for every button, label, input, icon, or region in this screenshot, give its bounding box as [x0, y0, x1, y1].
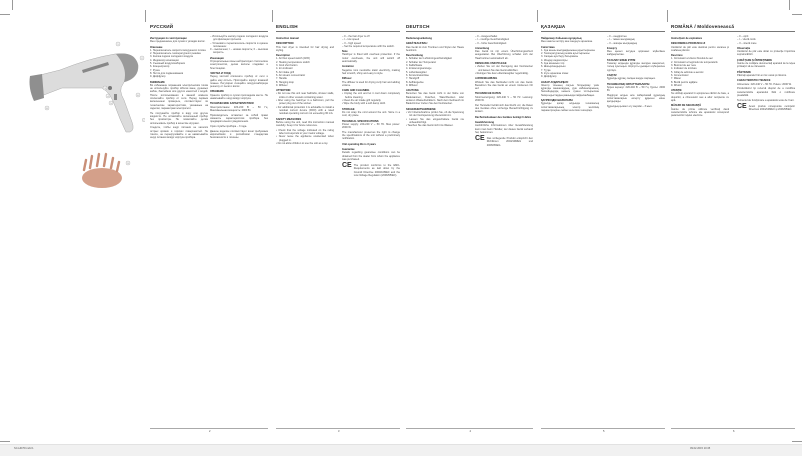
- crop-mark: [667, 10, 668, 22]
- list-item: 8. Hanging loop: [276, 80, 294, 84]
- section-heading: Descriere: [671, 54, 683, 58]
- section-heading: PĂSTRARE: [737, 70, 752, 74]
- section-heading: SAFETY MEASURES: [276, 117, 302, 121]
- paragraph: Do not wrap the cord around the unit. Store in a cool, dry place.: [342, 110, 400, 118]
- list-item: 9. Diffuser: [276, 83, 288, 87]
- list-item: – II – viteză mare: [737, 41, 757, 45]
- page-title: РУССКИЙ: [150, 24, 174, 29]
- page-number: 6: [733, 430, 735, 433]
- section-heading: Beschreibung: [406, 54, 423, 58]
- list-item: • Ziehen Sie vor der Reinigung den Netzstecker und lassen Sie das Gerät abkühlen.: [475, 65, 533, 72]
- list-item: – 0 – сөндірілген: [607, 35, 627, 38]
- paragraph: Benutzen Sie das Gerät nicht in der Nähe von Badewannen, Duschen, Waschbecken oder anderen Wasserbehältern. Nach dem Gebrauch im Badezimmer ziehen Sie den Netzstecker.: [406, 92, 464, 106]
- paragraph: Өндіруші алдын ала хабарламай құралдың сипаттамаларын өзгерту құқығын өзіне қалдырады.: [607, 93, 665, 104]
- list-item: 3. Cool shot button: [276, 64, 298, 68]
- page-number: 3: [338, 430, 340, 433]
- paragraph: Храните прибор в сухом прохладном месте. Не наматывайте шнур вокруг корпуса.: [210, 93, 268, 101]
- section-heading: ATTENTION: [276, 89, 291, 93]
- section-heading: STORAGE: [342, 107, 355, 111]
- paragraph: Фен шашты кептіру мен сәндеуге арналған.: [541, 40, 593, 44]
- paragraph: Before using the unit, read this instruction manual carefully. Keep it for future reference.: [276, 120, 334, 128]
- list-item: – Используйте кнопку подачи холодного воздуха для фиксации прически.: [210, 35, 268, 42]
- list-item: • Reinigen Sie das Lufteinlassgitter regelmäßig.: [475, 71, 529, 75]
- list-item: 7. Тұтқа: [541, 68, 551, 72]
- list-item: 8. Aufhängeöse: [406, 80, 424, 84]
- section-heading: Die Betriebsdauer des Gerätes beträgt 3 Jahre: [475, 115, 532, 119]
- paragraph: Uscătorul de păr este dotat cu protecţie împotriva supraîncălzirii.: [737, 50, 795, 57]
- list-item: – Set the required temperature with the switch.: [342, 44, 395, 48]
- list-item: 4. Индикатор ионизации: [150, 58, 179, 62]
- slug-file-name: SC-HD70I.indd 1: [14, 447, 34, 450]
- crop-mark: [0, 14, 10, 15]
- list-item: 1. Переключатель скорости воздушного потока: [150, 48, 206, 52]
- section-heading: ВНИМАНИЕ: [150, 80, 165, 84]
- section-heading: MĂSURI DE SIGURANŢĂ: [671, 104, 702, 108]
- section-heading: Gewährleistung: [475, 120, 495, 124]
- list-item: 7. Mâner: [671, 77, 682, 81]
- ce-compliance-note: [475, 137, 533, 147]
- hair-dryer-body: [30, 53, 139, 132]
- list-item: 7. Handle: [276, 77, 287, 81]
- paragraph: Электропитание: 220-240 В ~ 50 Гц. Максимальная мощность: 2000 Вт.: [210, 105, 268, 112]
- hair-dryer-illustration: [20, 40, 145, 200]
- section-heading: Описание: [150, 45, 163, 49]
- list-item: • Wipe the body with a soft damp cloth.: [342, 102, 386, 106]
- paragraph: Producătorul îşi rezervă dreptul de a modifica caracteristicile aparatului fără o notificare prealabilă.: [737, 87, 795, 97]
- header-rule: [671, 31, 795, 32]
- ce-mark-icon: CE: [737, 102, 747, 110]
- paragraph: Қорек кернеуі: 220-240 В ~ 50 Гц. Қуаты: 2000 Вт.: [607, 85, 665, 93]
- ce-mark-icon: CE: [342, 162, 352, 170]
- list-item: 1. Ауа ағыны жылдамдығының ауыстырғышы: [541, 48, 595, 52]
- paragraph: The diffuser is used for drying curly hair and adding volume.: [342, 80, 400, 87]
- text-column: [342, 35, 400, 177]
- list-item: • Never leave the appliance unattended when plugged in.: [276, 135, 334, 142]
- paragraph: Электр тоғының соғуын болдырмау үшін құралды ванналардың, душ кабиналарының, бассейндердің немесе сумен толтырылған басқа ыдыстардың жанында пайдаланбаңыз.: [541, 83, 599, 97]
- list-item: 5. Air intake grill: [276, 70, 294, 74]
- list-item: – II – hohe Geschwindigkeit: [475, 41, 507, 45]
- list-item: 9. Diffusor: [406, 83, 418, 87]
- section-heading: ХРАНЕНИЕ: [210, 90, 224, 94]
- crop-mark: [537, 10, 538, 22]
- list-item: 5. Grilaj de admisie a aerului: [671, 70, 704, 74]
- paragraph: Құралдың қызмет ету мерзімі – 3 жыл.: [607, 105, 653, 109]
- section-heading: DESCRIPTION: [276, 42, 294, 46]
- section-heading: REINIGUNG UND PFLEGE: [475, 62, 507, 66]
- text-column: [210, 35, 268, 141]
- callout-label: 9: [127, 162, 129, 165]
- section-heading: CARACTERISTICI TEHNICE: [737, 79, 771, 83]
- section-heading: ТЕХНИКАЛЫҚ СИПАТТАМАЛАРЫ: [607, 82, 650, 86]
- paragraph: Hairdryer is fitted with overheat protection. If the motor overheats, the unit will switch off automatically.: [342, 53, 400, 64]
- page-number: 5: [603, 430, 605, 433]
- crop-mark: [0, 441, 10, 442]
- paragraph: Uscătorul de păr este destinat pentru uscarea şi coafarea părului.: [671, 45, 729, 52]
- section-heading: Пайдалану бойынша нұсқаулық: [541, 37, 582, 40]
- paragraph: Перед чисткой отключите прибор от сети и дайте ему остыть. Протирайте корпус влажной тканью. Регулярно очищайте воздухозаборную решетку от пыли и волос.: [210, 75, 268, 89]
- paragraph: Păstraţi aparatul într-un loc uscat şi răcoros.: [737, 73, 787, 77]
- list-item: • Clean the air intake grill regularly.: [342, 99, 382, 103]
- section-heading: Anmerkung: [475, 46, 490, 50]
- list-item: – 0 – the hair dryer is off: [342, 35, 370, 38]
- paragraph: Power supply: 220-240 V ~ 50 Hz. Max power: 2000 W.: [342, 122, 400, 130]
- list-item: • Lassen Sie das eingeschaltete Gerät nie unbeaufsichtigt.: [406, 117, 464, 124]
- list-item: 2. Heating temperature switch: [276, 60, 310, 64]
- list-item: – II – жоғары жылдамдық: [607, 41, 637, 45]
- list-item: 6. Концентратор: [150, 65, 170, 69]
- paragraph: Фен қызып кетуден қорғаныс жүйесімен жабдықталған.: [607, 50, 665, 57]
- paragraph: This hair dryer is intended for hair drying and styling.: [276, 45, 334, 52]
- list-item: – Установите переключатель скорости в нужное положение:: [210, 41, 268, 48]
- text-column: [737, 35, 795, 111]
- section-heading: Ионизация: [210, 56, 224, 60]
- footer-rule: [150, 428, 268, 429]
- section-heading: САҚТАУ: [607, 73, 617, 77]
- crop-mark: [145, 10, 146, 22]
- print-slug-bar: [0, 444, 802, 456]
- section-heading: ТАЗАЛАУ ЖӘНЕ КҮТІМ: [607, 58, 636, 62]
- callout-label: 8: [46, 107, 48, 110]
- list-item: – I – low speed: [342, 38, 360, 42]
- list-item: – I – viteză mică: [737, 38, 756, 42]
- section-heading: ҚАУІПСІЗДІК ШАРАЛАРЫ: [541, 99, 573, 103]
- list-item: 8. Ілуге арналған ілмек: [541, 71, 569, 75]
- paragraph: Следите, чтобы шнур питания не касался острых кромок и горячих поверхностей. Не тяните, не перекручивайте и не наматывайте шнур питания вокруг корпуса прибора.: [150, 126, 208, 140]
- section-heading: GERÄTEAUFBAU: [406, 42, 428, 46]
- text-column: [150, 35, 208, 141]
- paragraph: Alimentare: 220-240 V ~ 50 Hz. Putere: 2000 W.: [737, 82, 792, 86]
- list-item: 2. Переключатель температурного режима: [150, 52, 201, 56]
- section-heading: SICHERHEITSHINWEISE: [406, 107, 436, 111]
- section-heading: Ionization: [342, 65, 354, 69]
- list-item: 4. Иондау индикаторы: [541, 58, 568, 62]
- footer-rule: [276, 428, 400, 429]
- paragraph: Das Gerät ist zum Trocknen und Stylen der Haare bestimmt.: [406, 45, 464, 52]
- footer-rule: [541, 428, 665, 429]
- crop-mark: [272, 10, 273, 22]
- list-item: 3. Салқын ауа беру батырмасы: [541, 55, 579, 59]
- list-item: 1. Schalter der Luftstromgeschwindigkeit: [406, 57, 452, 61]
- list-item: – I – төмен жылдамдық: [607, 38, 635, 42]
- paragraph: Срок службы прибора – 3 года.: [210, 124, 248, 128]
- section-heading: AUFBEWAHRUNG: [475, 77, 498, 81]
- crop-mark: [789, 0, 790, 10]
- ce-text: Acest produs corespunde cerinţelor Directivei 2004/108/EC şi 2006/95/EC.: [748, 104, 795, 112]
- list-item: 9. Диффузор: [541, 75, 557, 79]
- paragraph: Înainte de curăţare deconectaţi aparatul de la reţea şi lăsaţi-l să se răcească.: [737, 62, 795, 69]
- callout-label: 3: [104, 87, 106, 90]
- ce-text: The product conforms to the EMC-Requirements as laid down by the Council Directive 2004/108/EC and the Low Voltage Regulation (2006/95/EC).: [353, 164, 400, 178]
- paragraph: Înainte de prima utilizare verificaţi dacă caracteristicile tehnice ale aparatului corespund parametrilor reţelei electrice.: [671, 107, 729, 118]
- section-heading: Note: [342, 50, 348, 54]
- list-item: • Do not use this unit near bathtubs, shower stalls, sinks or other vessels containing water.: [276, 92, 334, 99]
- list-item: 6. Concentrator: [671, 73, 689, 77]
- section-heading: Ескерту: [607, 46, 618, 50]
- section-heading: Инструкция по эксплуатации: [150, 37, 187, 40]
- section-heading: TECHNICAL SPECIFICATIONS: [342, 119, 379, 123]
- section-heading: ATENŢIE: [671, 89, 682, 93]
- manual-page: [406, 20, 533, 440]
- footer-rule: [406, 428, 533, 429]
- crop-mark: [792, 14, 802, 15]
- callout-label: 1: [117, 43, 119, 46]
- text-column: [541, 35, 599, 114]
- header-rule: [276, 31, 400, 32]
- text-column: [276, 35, 334, 145]
- paragraph: Данное изделие соответствует всем требуемым европейским и российским стандартам безопасности и гигиены.: [210, 129, 268, 140]
- callout-label: 2: [141, 57, 143, 60]
- section-heading: ACHTUNG: [406, 89, 419, 93]
- list-item: 4. Ion indicator: [276, 67, 293, 71]
- section-heading: НАЗАР АУДАРЫҢЫЗ!: [541, 80, 569, 84]
- list-item: 7. Ручка: [150, 68, 160, 72]
- page-title: ENGLISH: [276, 24, 298, 29]
- paragraph: Der Hersteller behält sich das Recht vor, die Daten des Gerätes ohne vorherige Benachrichtigung zu ändern.: [475, 103, 533, 114]
- list-item: • Unplug the unit and let it cool down completely before cleaning.: [342, 92, 400, 99]
- list-item: 3. Butonul de aer rece: [671, 64, 697, 68]
- paragraph: Details regarding guarantee conditions can be obtained from the dealer from whom the appliance was purchased.: [342, 151, 400, 161]
- manual-page: [276, 20, 400, 440]
- manual-page: [541, 20, 665, 440]
- paragraph: Nu utilizaţi aparatul în apropierea căzilor de baie, a duşurilor, a chiuvetelor sau a altor recipiente cu apă.: [671, 92, 729, 103]
- diffuser-illustration: [82, 154, 122, 188]
- list-item: 3. Кнопка подачи холодного воздуха: [150, 55, 193, 59]
- paragraph: Фен предназначен для сушки и укладки волос.: [150, 40, 206, 44]
- list-item: 1. Air flow speed switch (0/I/II): [276, 57, 310, 61]
- text-column: [475, 35, 533, 147]
- callout-label: 6: [137, 94, 139, 97]
- paragraph: The manufacturer preserves the right to change the specifications of the unit without a preliminary notification.: [342, 130, 400, 141]
- section-heading: ТЕХНИЧЕСКИЕ ХАРАКТЕРИСТИКИ: [210, 102, 254, 106]
- section-heading: ЧИСТКА И УХОД: [210, 71, 231, 75]
- ce-mark-icon: CE: [475, 135, 485, 143]
- section-heading: Unit operating life is 3 years: [342, 142, 376, 146]
- text-column: [671, 35, 729, 119]
- footer-rule: [671, 428, 795, 429]
- list-item: – 0 – oprit: [737, 35, 749, 38]
- list-item: 1. Comutator al vitezei fluxului de aer: [671, 57, 713, 61]
- paragraph: Wickeln Sie das Netzkabel nicht um das Gerät. Bewahren Sie das Gerät an einem trockenen Ort auf.: [475, 80, 533, 91]
- ce-text: Das vorliegende Produkt entspricht den Richtlinien 2004/108/EG und 2006/95/EG.: [486, 137, 533, 147]
- ce-compliance-note: [737, 102, 795, 112]
- slug-timestamp: 09.02.2015 10:45: [690, 447, 711, 450]
- list-item: 6. Шоғырландырғыш: [541, 65, 566, 69]
- list-item: • After using the hairdryer in a bathroom, pull the power plug out of the socket.: [276, 99, 334, 106]
- section-heading: Instrucţiuni de exploatare: [671, 37, 702, 40]
- list-item: 2. Comutator al regimului de temperatură: [671, 60, 718, 64]
- list-item: 4. Indicator de ionizare: [671, 67, 697, 71]
- paragraph: Ausführliche Informationen über Gewährleistung kann man beim Händler, der dieses Gerät verkauft hat, bekommen.: [475, 124, 533, 134]
- list-item: 8. Buclă pentru agăţare: [671, 80, 698, 84]
- list-item: • For additional protection it is advisable to install a residual current device (RCD) with a rated residual operating current not exceeding 30 mA.: [276, 105, 334, 116]
- list-item: 2. Температуралық режим ауыстырғышы: [541, 52, 590, 56]
- callout-label: 7: [143, 119, 145, 122]
- page-number: 2: [209, 430, 211, 433]
- section-heading: CURĂŢARE ŞI ÎNTREŢINERE: [737, 58, 773, 62]
- paragraph: Во избежание поражения электрическим током не используйте прибор вблизи ванн, душевых кабин, бассейнов или других емкостей с водой. После использования в ванной комнате отключайте прибор от сети. Перед первым включением проверьте, соответствуют ли технические характеристики, указанные на изделии, параметрам электросети.: [150, 83, 208, 110]
- page-title: ROMÂNĂ / Moldovenească: [671, 24, 735, 29]
- section-heading: CARE AND CLEANING: [342, 89, 370, 93]
- page-title: ҚАЗАҚША: [541, 24, 566, 29]
- header-rule: [150, 31, 268, 32]
- paragraph: Не погружайте прибор в воду или другие жидкости. Не оставляйте включенный прибор без присмотра. Не позволяйте детям использовать прибор в качестве игрушки.: [150, 111, 208, 125]
- section-heading: Diffuser: [342, 77, 352, 81]
- callout-label: 4: [107, 95, 109, 98]
- list-item: • Check that the voltage indicated on the rating label corresponds to your mains voltage.: [276, 128, 334, 136]
- page-number: 4: [469, 430, 471, 433]
- paragraph: Тазалау алдында құралды желіден ажыратып, толық суытыңыз. Корпусты дымқыл шүберекпен сүртіңіз.: [607, 62, 665, 72]
- callout-label: 5: [110, 102, 112, 105]
- section-heading: Instruction manual: [276, 37, 299, 40]
- list-item: • Tauchen Sie das Gerät nicht ins Wasser.: [406, 124, 454, 128]
- text-column: [406, 35, 464, 127]
- section-heading: Observaţie: [737, 46, 751, 50]
- list-item: – 0 – Ausgeschaltet: [475, 35, 498, 38]
- crop-mark: [792, 441, 802, 442]
- list-item: 5. Lufteinlassgitter: [406, 70, 427, 74]
- list-item: – II – high speed: [342, 41, 361, 45]
- list-item: 6. Konzentratordüse: [406, 73, 429, 77]
- header-rule: [406, 31, 533, 32]
- list-item: 2. Schalter der Temperatur: [406, 60, 437, 64]
- section-heading: DESCRIEREA PRODUSULUI: [671, 42, 706, 46]
- crop-mark: [12, 0, 13, 10]
- list-item: 8. Петля для подвешивания: [150, 71, 184, 75]
- paragraph: Отрицательные ионы нейтрализуют статическое электричество, делая волосы гладкими и блестящими.: [210, 60, 268, 70]
- list-item: – I – niedrige Geschwindigkeit: [475, 38, 509, 42]
- list-item: 4. Ionisierungsanzeige: [406, 67, 432, 71]
- list-item: 7. Handgriff: [406, 77, 420, 81]
- list-item: 3. Kaltlufttaste: [406, 64, 423, 68]
- paragraph: Stromversorgung: 220-240 V ~ 50 Hz. Leistung: 2000 W.: [475, 95, 533, 103]
- text-column: [607, 35, 665, 110]
- section-heading: Сипаттама: [541, 45, 555, 49]
- paragraph: Negative ions neutralize static electricity, making hair smooth, shiny and easy to style.: [342, 68, 400, 75]
- list-item: 0 – выключено; I – низкая скорость; II – высокая скорость.: [210, 48, 268, 55]
- section-heading: Description: [276, 54, 291, 58]
- list-item: 9. Difuzor: [671, 83, 682, 87]
- list-item: • Do not allow children to use the unit as a toy.: [276, 142, 329, 145]
- list-item: 9. Диффузор: [150, 75, 166, 79]
- section-heading: Bedienungsanleitung: [406, 37, 432, 40]
- manual-page: [150, 20, 268, 440]
- paragraph: Құралды қосар алдында техникалық сипаттамаларының электр желісінің параметрлеріне сәйкес келетінін тексеріңіз.: [541, 102, 599, 112]
- page-title: DEUTSCH: [406, 24, 430, 29]
- list-item: 6. Air stream concentrator: [276, 73, 306, 77]
- list-item: 5. Ауа жинағыш тор: [541, 62, 565, 66]
- paragraph: Құралды құрғақ, салқын жерде сақтаңыз.: [607, 77, 656, 81]
- paragraph: Termenul de funcţionare a aparatului este de 3 ani.: [737, 98, 795, 102]
- ce-compliance-note: [342, 164, 400, 177]
- section-heading: Guarantee: [342, 148, 355, 151]
- paragraph: Производитель оставляет за собой право изменять характеристики прибора без предварительного уведомления.: [210, 113, 268, 124]
- section-heading: TECHNISCHE DATEN: [475, 92, 501, 96]
- paragraph: Das Gerät ist mit einem Überhitzungsschutz ausgestattet. Bei Überhitzung schaltet sich der Haartrockner automatisch ab.: [475, 50, 533, 60]
- header-rule: [541, 31, 665, 32]
- list-item: • Vor Inbetriebnahme prüfen Sie, ob die Spannung mit der Netzspannung übereinstimmt.: [406, 110, 464, 118]
- manual-page: [671, 20, 795, 440]
- list-item: 5. Съемный воздухозаборник: [150, 62, 185, 66]
